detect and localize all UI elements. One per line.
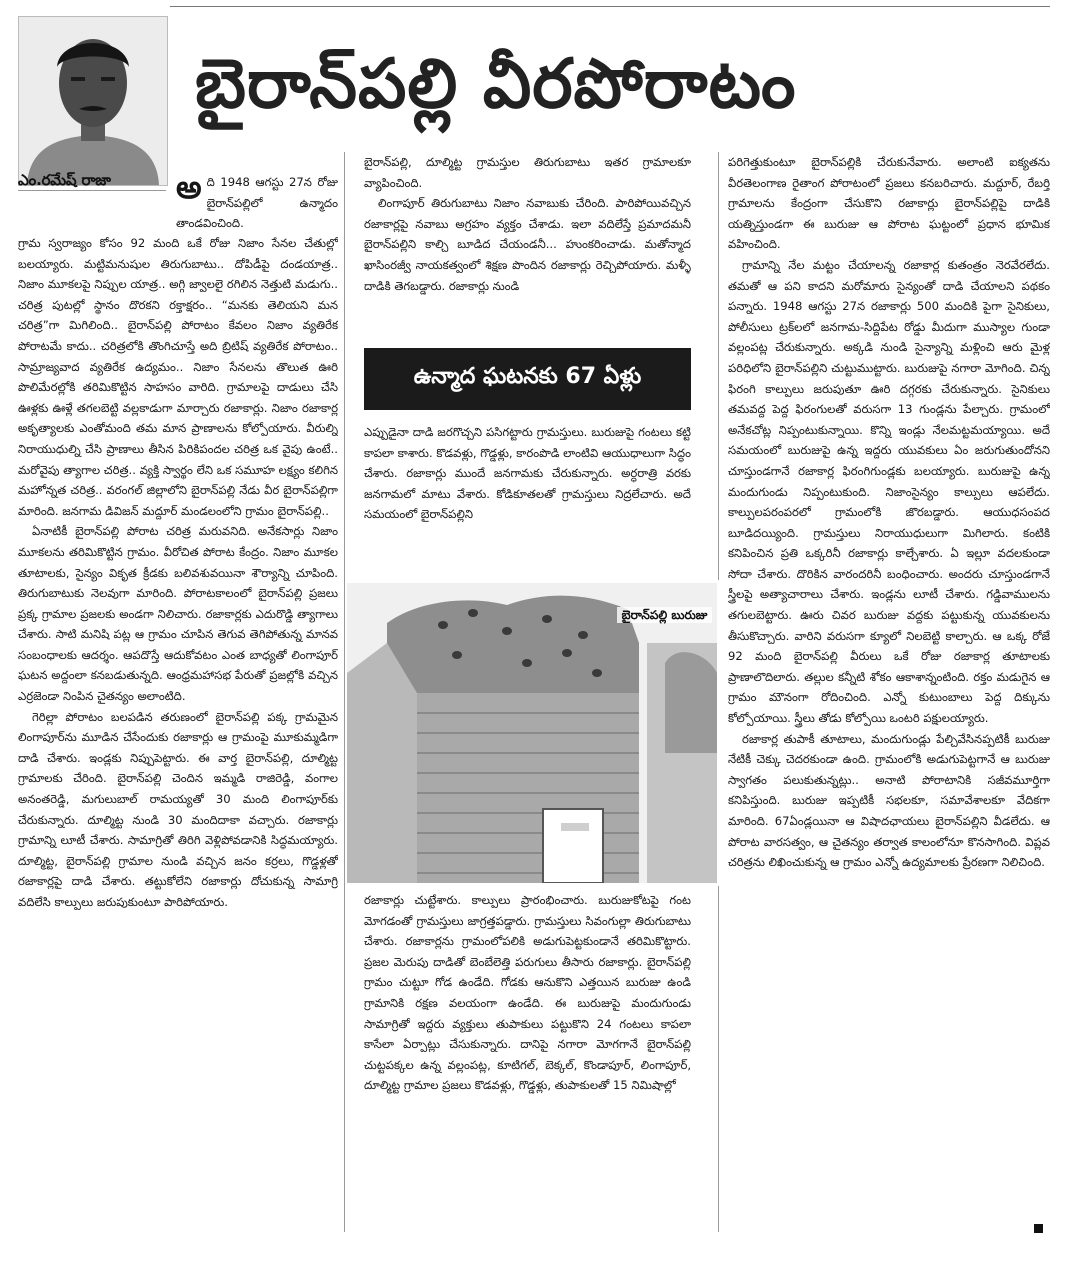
column-3 [728,152,1050,1228]
column-rule-1 [344,152,345,1232]
col1-paragraph-2: ఏనాటికీ బైరాన్‌పల్లి పోరాట చరిత్ర మరువనిది. అనేకసార్లు నిజాం మూకలను తరిమికొట్టిన గ్రామం. వీరోచిత పోరాట కేంద్రం. నిజాం మూకల తూటాలకు, సైన్యం వికృత క్రీడకు బలివశువయినా శౌర్యాన్ని చూపింది. తిరుగుబాటుకు నెలవుగా మారింది. పోరాటకాలంలో బైరాన్‌పల్లి ప్రజలు ప్రక్క గ్రామాల ప్రజలకు అండగా నిలిచారు. రజాకార్లకు ఎదురొడ్డి త్యాగాలు చేశారు. సాటి మనిషి పట్ల ఆ గ్రామం చూపిన తెగువ తెగిపోతున్న మానవ సంబంధాలకు ఆదర్శం. ఆపదొస్తే ఆదుకోవటం ఎంత బాధ్యతో లింగాపూర్ ఘటన అద్దంలా కనబడుతున్నది. ఆంధ్రమహాసభ పేరుతో ప్రజల్లోకి వచ్చిన ఎర్రజెండా నింపిన చైతన్యం అలాంటిది. [18,524,338,704]
col1-paragraph-1: గ్రామ స్వరాజ్యం కోసం 92 మంది ఒకే రోజు నిజాం సేనల చేతుల్లో బలయ్యారు. మట్టిమనుషుల తిరుగుబాటు.. దోపిడీపై దండయాత్ర.. నిజాం మూకలపై నిప్పుల యాత్ర.. అగ్గి జ్వాలలై రగిలిన నెత్తుటి మడుగు.. చరిత్ర పుటల్లో స్థానం దొరకని రక్తాక్షరం.. “మనకు తెలియని మన చరిత్ర”గా మిగిలింది.. బైరాన్‌పల్లి పోరాటం కేవలం నిజాం వ్యతిరేక పోరాటమే కాదు.. చరిత్రలోకి తొంగిచూస్తే అది బ్రిటిష్ వ్యతిరేక పోరాటం.. సామ్రాజ్యవాద వ్యతిరేక ఉద్యమం.. నిజాం సేనలను తొలుత ఊరి పొలిమేరల్లోకి తరిమికొట్టిన సాహసం వారిది. గ్రామాలపై దాడులు చేసి ఊళ్లకు ఊళ్లే తగలబెట్టి వల్లకాడుగా మార్చారు రజాకార్లు. నిజాం రజాకార్ల అకృత్యాలకు ఎంతోమంది తమ మాన ప్రాణాలను కోల్పోయారు. వీరుల్ని నిరాయుధుల్ని చేసి ప్రాణాలు తీసిన పిరికిపందల చరిత్ర ఒక వైపు ఉంటే.. మరోవైపు త్యాగాల చరిత్ర.. వ్యక్తి స్వార్థం లేని ఒక సమూహ లక్ష్యం కలిగిన మహోన్నత చరిత్ర.. వరంగల్ జిల్లాలోని బైరాన్‌పల్లి నేడు వీర బైరాన్‌పల్లిగా మారింది. జనగామ డివిజన్ మద్దూర్ మండలంలోని గ్రామం బైరాన్‌పల్లి.. [18,236,338,518]
col3-paragraph-2: గ్రామాన్ని నేల మట్టం చేయాలన్న రజాకార్ల కుతంత్రం నెరవేరలేదు. తమతో ఆ పని కాదని మరోమారు సైన్యంతో దాడి చేయాలని పథకం పన్నారు. 1948 ఆగస్టు 27న రజాకార్లు 500 మందికి పైగా సైనికులు, పోలీసులు ట్రక్‌లలో జనగామ-సిద్దిపేట రోడ్డు మీదుగా ముస్యాల గుండా వల్లంపట్ల చేరుకున్నారు. అక్కడి నుండి సైన్యాన్ని మళ్లించి ఆరు మైళ్ల పరిధిలోని బైరాన్‌పల్లిని చుట్టుముట్టారు. బురుజుపై నగారా మోగింది. చిన్న ఫిరంగి కాల్పులు జరుపుతూ ఊరి దగ్గరకు చేరుకున్నారు. సైనికులు తమవద్ద పెద్ద ఫిరంగులతో వరుసగా 13 గుండ్లను పేల్చారు. గ్రామంలో అనేకచోట్ల నిప్పంటుకున్నాయి. కొన్ని ఇండ్లు నేలమట్టమయ్యాయి. అదే సమయంలో బురుజుపై ఉన్న ఇద్దరు యువకులు ఏం జరుగుతుందోనని చూస్తుండగానే రజాకార్ల ఫిరంగిగుండ్లకు బలయ్యారు. బురుజుపై ఉన్న మందుగుండు నిప్పంటుకుంది. నిజాంసైన్యం కాల్పులు ఆపలేదు. కాల్పులపరంపరలో గ్రామంలోకి జొరబడ్డారు. ఆయుధసంపద బూడిదయ్యింది. గ్రామస్తులు నిరాయుధులుగా మిగిలారు. కంటికి కనిపించిన ప్రతి ఒక్కరినీ రజాకార్లు కాల్చేశారు. ఏ ఇల్లూ వదలకుండా సోదా చేశారు. దొరికిన వారందరినీ బంధించారు. అందరు చూస్తుండగానే స్త్రీలపై అత్యాచారాలు చేశారు. ఇండ్లను లూటీ చేశారు. గడ్డివాములను తగులబెట్టారు. ఊరు చివర బురుజు వద్దకు పట్టుకున్న యువకులను తీసుకొచ్చారు. వారిని వరుసగా క్యూలో నిలబెట్టి కాల్చారు. ఆ ఒక్క రోజే 92 మంది బైరాన్‌పల్లి వీరులు ఒకే రోజు రజాకార్ల తూటాలకు ప్రాణాలొదిలారు. తల్లుల కన్నీటి శోకం ఆకాశాన్నంటింది. రక్తం మడుగైన ఆ గ్రామం మౌనంగా రోదించింది. ఎన్నో కుటుంబాలు పెద్ద దిక్కును కోల్పోయాయి. స్త్రీలు తోడు కోల్పోయి ఒంటరి పక్షులయ్యారు. [728,257,1050,726]
lead-text: ది 1948 ఆగస్టు 27న రోజు బైరాన్‌పల్లిలో ఉన్మాదం తాండవించింది. [176,175,338,231]
col2-paragraph-4: రజాకార్లు చుట్టేశారు. కాల్పులు ప్రారంభించారు. బురుజుకోటపై గంట మోగడంతో గ్రామస్తులు జాగ్రత్తపడ్డారు. గ్రామస్తులు సివంగుల్లా తిరుగుబాటు చేశారు. రజాకార్లను గ్రామంలోపలికి అడుగుపెట్టకుండానే తరిమికొట్టారు. ప్రజల మెరుపు దాడితో బెంబేలెత్తి పరుగులు తీసారు రజాకార్లు. బైరాన్‌పల్లి గ్రామం చుట్టూ గోడ ఉండేది. గోడకు ఆనుకొని ఎత్తయిన బురుజు ఉండి గ్రామానికి రక్షణ వలయంగా ఉండేది. ఈ బురుజుపై మందుగుండు సామాగ్రితో ఇద్దరు వ్యక్తులు తుపాకులు పట్టుకొని 24 గంటలు కాపలా కాసేలా ఏర్పాట్లు చేసుకున్నారు. దానిపై నగారా మోగగానే బైరాన్‌పల్లి చుట్టపక్కల ఉన్న వల్లంపట్ల, కూటిగల్, బెక్కల్, కొండాపూర్, లింగాపూర్, దూల్మిట్ట గ్రామాల ప్రజలు కొడవళ్లు, గొడ్డళ్లు, తుపాకులతో 15 నిమిషాల్లో [364,893,691,1093]
column-2-top [364,152,691,338]
column-2-bottom [364,890,691,1230]
author-photo [18,16,168,186]
col1-paragraph-3: గెరిల్లా పోరాటం బలపడిన తరుణంలో బైరాన్‌పల్లి పక్క గ్రామమైన లింగాపూర్‌ను మూడిన చేసేందుకు రజాకార్లు ఆ గ్రామంపై మూకుమ్మడిగా దాడి చేశారు. ఇండ్లకు నిప్పుపెట్టారు. ఈ వార్త బైరాన్‌పల్లి, దూల్మిట్ట గ్రామాలకు చేరింది. బైరాన్‌పల్లి చెందిన ఇమ్మడి రాజిరెడ్డి, వంగాల అనంతరెడ్డి, మగులుబాల్ రామయ్యతో 30 మంది లింగాపూర్‌కు చేరుకున్నారు. దూల్మిట్ట నుండి 30 మందిదాకా వచ్చారు. రజాకార్లు గ్రామాన్ని లూటీ చేశారు. సామాగ్రితో తిరిగి వెళ్లిపోవడానికి సిద్ధమయ్యారు. దూల్మిట్ట, బైరాన్‌పల్లి గ్రామాల నుండి వచ్చిన జనం కర్రలు, గొడ్డళ్లతో రజాకార్లపై దాడి చేశారు. తట్టుకోలేని రజాకార్లు దోచుకున్న సామాగ్రి వదిలేసి కాల్పులు జరుపుకుంటూ పారిపోయారు. [18,709,338,909]
col3-paragraph-1: పరిగెత్తుకుంటూ బైరాన్‌పల్లికి చేరుకునేవారు. అలాంటి ఐక్యతను వీరతెలంగాణ రైతాంగ పోరాటంలో ప్రజలు కనబరిచారు. మద్దూర్, రేబర్తి గ్రామాలను కేంద్రంగా చేసుకొని రజాకార్లు బైరాన్‌పల్లిపై దాడికి యత్నిస్తుండగా ఈ బురుజు ఆ పోరాట ఘట్టంలో ప్రధాన భూమిక వహించింది. [728,155,1050,252]
end-mark [1034,1224,1043,1233]
col3-paragraph-3: రజాకార్ల తుపాకీ తూటాలు, మందుగుండ్లు పేల్చివేసినప్పటికీ బురుజు నేటికీ చెక్కు చెదరకుండా ఉంది. గ్రామంలోకి అడుగుపెట్టగానే ఆ బురుజు స్వాగతం పలుకుతున్నట్లు.. అనాటి పోరాటానికి సజీవమూర్తిగా కనిపిస్తుంది. బురుజు ఇప్పటికీ సభలకూ, సమావేశాలకూ వేదికగా మారింది. 67ఏండ్లయినా ఆ విషాదఛాయలు బైరాన్‌పల్లిని వీడలేదు. ఆ పోరాట వారసత్వం, ఆ చైతన్యం తర్వాత కాలంలోనూ కొనసాగింది. విప్లవ చరిత్రను లిఖించుకున్న ఆ గ్రామం ఎన్నో ఉద్యమాలకు ప్రేరణగా నిలిచింది. [728,731,1050,870]
byline-rule [18,190,166,191]
author-byline: ఎం.రమేష్ రాజా [18,171,111,189]
column-rule-2-top [718,152,719,580]
column-1 [18,233,338,1228]
column-1-lead [176,172,338,232]
col2-paragraph-1: బైరాన్‌పల్లి, దూల్మిట్ట గ్రామస్తుల తిరుగుబాటు ఇతర గ్రామాలకూ వ్యాపించింది. [364,155,691,190]
col2-paragraph-3: ఎప్పుడైనా దాడి జరగొచ్చని పసిగట్టారు గ్రామస్తులు. బురుజుపై గంటలు కట్టి కాపలా కాశారు. కొడవళ్లు, గొడ్డళ్లు, కారంపొడి లాంటివి ఆయుధాలుగా సిద్ధం చేశారు. రజాకార్లు ముందే జనగామకు చేరుకున్నారు. అర్ధరాత్రి వరకు జనగామలో మాటు వేశారు. కోడికూతలతో గ్రామస్తులు నిద్రలేచారు. అదే సమయంలో బైరాన్‌పల్లిని [364,425,691,522]
subheading-banner: ఉన్మాద ఘటనకు 67 ఏళ్లు [364,348,691,410]
column-2-middle [364,422,691,572]
column-rule-2-bottom [718,886,719,1232]
burju-tower-photo [347,583,717,883]
col2-paragraph-2: లింగాపూర్ తిరుగుబాటు నిజాం నవాబుకు చేరింది. పారిపోయివచ్చిన రజాకార్లపై నవాబు అగ్రహం వ్యక్తం చేశాడు. ఇలా వదిలేస్తే ప్రమాదమనీ బైరాన్‌పల్లిని కాల్చి బూడిద చేయండనీ... హుంకరించాడు. మతోన్మాద ఖాసింరజ్వీ నాయకత్వంలో శిక్షణ పొందిన రజాకార్లు రెచ్చిపోయారు. మళ్ళీ దాడికి తెగబడ్డారు. రజాకార్లు నుండి [364,196,691,293]
photo-caption: బైరాన్‌పల్లి బురుజు [617,607,712,623]
article-headline: బైరాన్‌పల్లి వీరపోరాటం [195,45,797,124]
dropcap: అ [176,172,202,206]
top-rule [170,6,1050,7]
